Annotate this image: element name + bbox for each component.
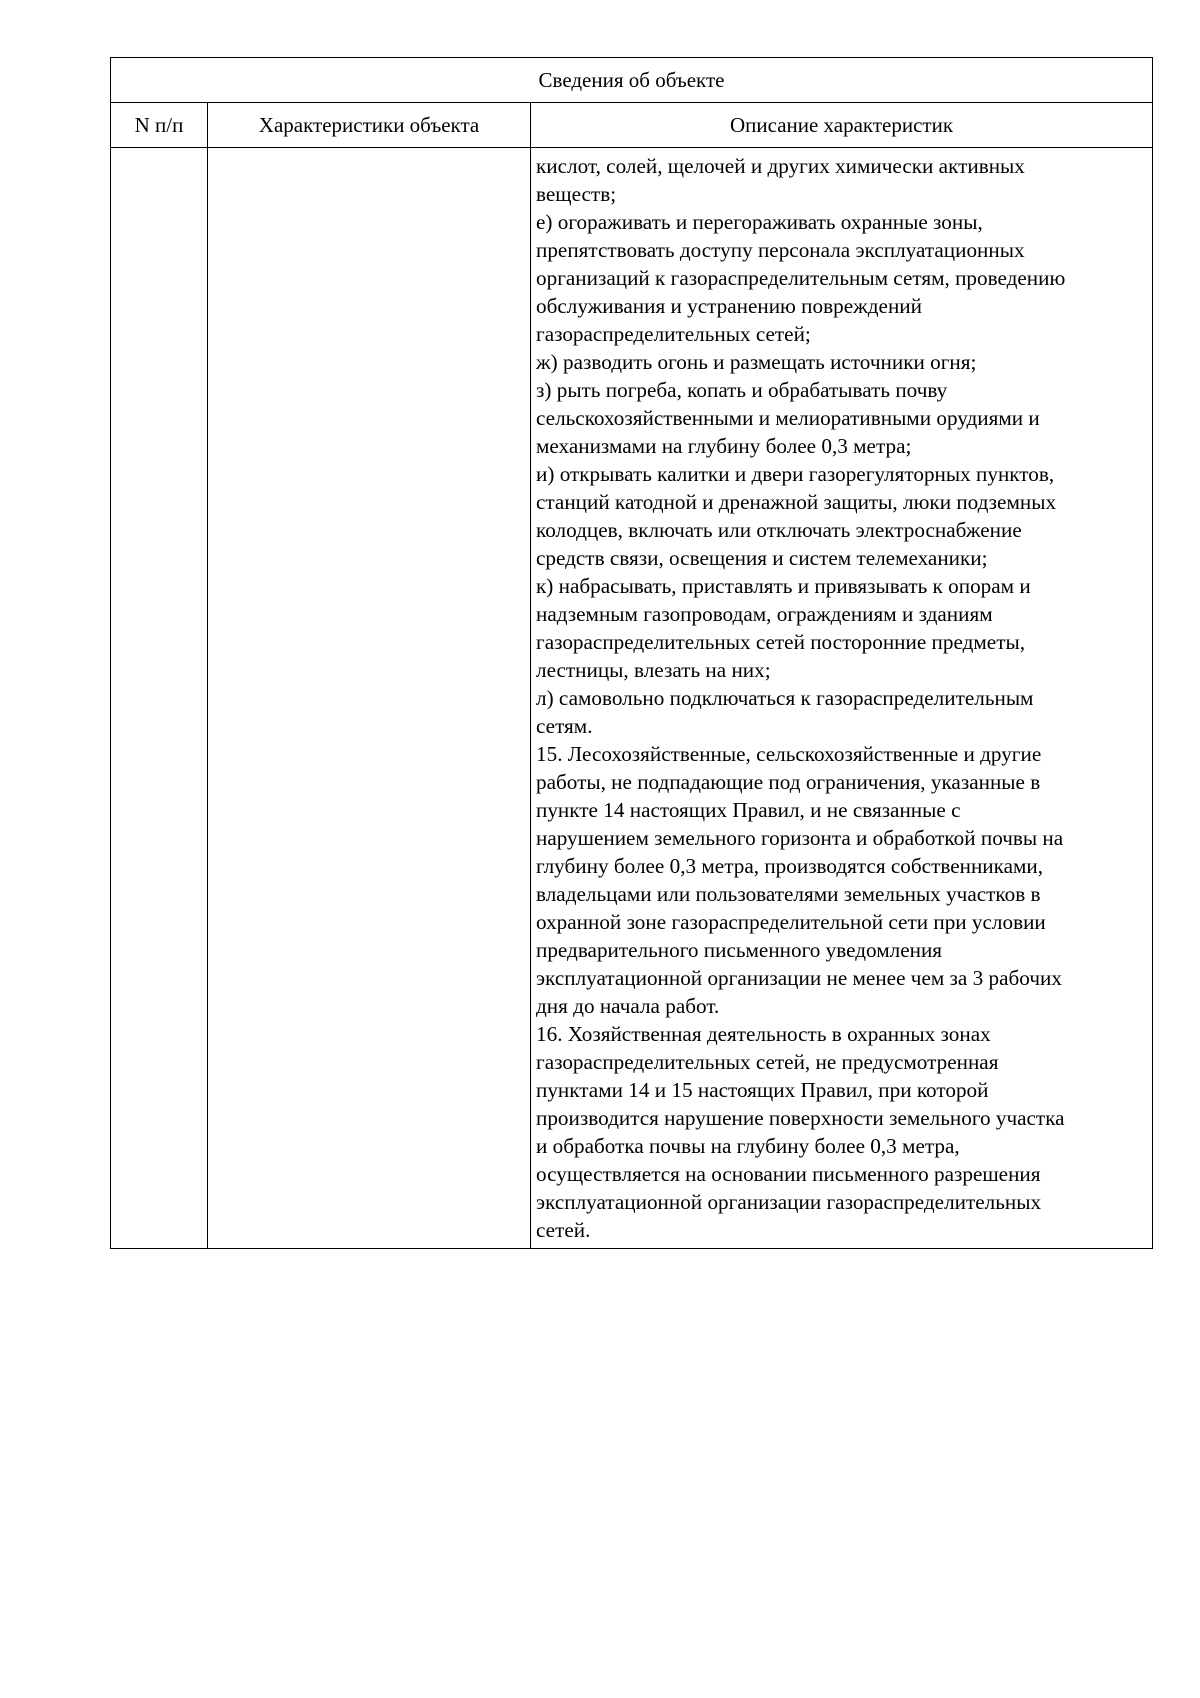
description-line: предварительного письменного уведомления: [536, 938, 943, 962]
description-line: газораспределительных сетей посторонние предметы,: [536, 630, 1025, 654]
description-line: и обработка почвы на глубину более 0,3 метра,: [536, 1134, 960, 1158]
description-line: веществ;: [536, 182, 617, 206]
description-line: механизмами на глубину более 0,3 метра;: [536, 434, 912, 458]
description-line: ж) разводить огонь и размещать источники огня;: [536, 350, 977, 374]
description-line: владельцами или пользователями земельных участков в: [536, 882, 1041, 906]
table-title-row: [111, 58, 1153, 103]
header-description: Описание характеристик: [531, 103, 1153, 148]
table-title: Сведения об объекте: [111, 58, 1153, 103]
description-line: пунктами 14 и 15 настоящих Правил, при которой: [536, 1078, 989, 1102]
description-line: з) рыть погреба, копать и обрабатывать почву: [536, 378, 948, 402]
description-line: сетям.: [536, 714, 593, 738]
description-line: надземным газопроводам, ограждениям и зданиям: [536, 602, 993, 626]
description-line: осуществляется на основании письменного разрешения: [536, 1162, 1041, 1186]
header-num: N п/п: [111, 103, 208, 148]
description-line: нарушением земельного горизонта и обработкой почвы на: [536, 826, 1064, 850]
description-line: дня до начала работ.: [536, 994, 720, 1018]
description-line: обслуживания и устранению повреждений: [536, 294, 922, 318]
header-characteristics: Характеристики объекта: [208, 103, 531, 148]
description-line: лестницы, влезать на них;: [536, 658, 771, 682]
table-header-row: [111, 103, 1153, 148]
description-line: средств связи, освещения и систем телемеханики;: [536, 546, 988, 570]
description-line: станций катодной и дренажной защиты, люки подземных: [536, 490, 1057, 514]
description-line: сельскохозяйственными и мелиоративными орудиями и: [536, 406, 1040, 430]
table-row: [111, 148, 1153, 1249]
description-line: 16. Хозяйственная деятельность в охранных зонах: [536, 1022, 991, 1046]
description-line: л) самовольно подключаться к газораспределительным: [536, 686, 1034, 710]
cell-characteristics: [208, 148, 531, 1249]
description-line: работы, не подпадающие под ограничения, указанные в: [536, 770, 1041, 794]
description-line: кислот, солей, щелочей и других химически активных: [536, 154, 1025, 178]
object-info-table: [110, 57, 1153, 1249]
description-line: эксплуатационной организации газораспределительных: [536, 1190, 1042, 1214]
description-line: сетей.: [536, 1218, 591, 1242]
description-line: глубину более 0,3 метра, производятся собственниками,: [536, 854, 1044, 878]
description-line: е) огораживать и перегораживать охранные зоны,: [536, 210, 983, 234]
description-line: препятствовать доступу персонала эксплуатационных: [536, 238, 1025, 262]
cell-num: [111, 148, 208, 1249]
description-line: к) набрасывать, приставлять и привязывать к опорам и: [536, 574, 1031, 598]
description-line: газораспределительных сетей;: [536, 322, 811, 346]
description-line: охранной зоне газораспределительной сети при условии: [536, 910, 1046, 934]
description-line: эксплуатационной организации не менее чем за 3 рабочих: [536, 966, 1062, 990]
description-line: производится нарушение поверхности земельного участка: [536, 1106, 1065, 1130]
description-line: 15. Лесохозяйственные, сельскохозяйственные и другие: [536, 742, 1042, 766]
description-line: организаций к газораспределительным сетям, проведению: [536, 266, 1066, 290]
description-line: газораспределительных сетей, не предусмотренная: [536, 1050, 999, 1074]
description-line: колодцев, включать или отключать электроснабжение: [536, 518, 1022, 542]
description-line: пункте 14 настоящих Правил, и не связанные с: [536, 798, 961, 822]
cell-description: [531, 148, 1153, 1249]
description-line: и) открывать калитки и двери газорегуляторных пунктов,: [536, 462, 1055, 486]
